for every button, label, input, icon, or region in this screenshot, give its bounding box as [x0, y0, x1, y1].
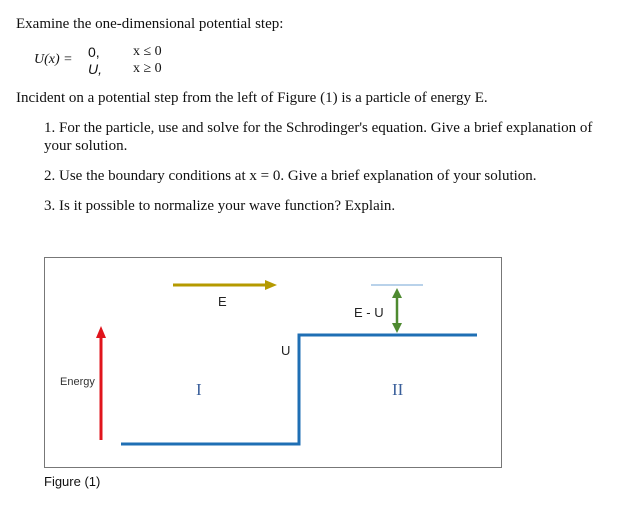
question-2: 2. Use the boundary conditions at x = 0. Give a brief explanation of your solution.: [44, 168, 537, 184]
figure-caption: Figure (1): [44, 474, 101, 489]
potential-step-diagram: [45, 258, 501, 467]
case1-condition: x ≤ 0: [133, 44, 162, 59]
question-1: 1. For the particle, use and solve for the Schrodinger's equation. Give a brief explanation of your solution.: [44, 120, 593, 154]
potential-step-figure: [44, 257, 502, 468]
difference-arrowhead-top: [392, 288, 402, 298]
region-2-label: II: [392, 380, 404, 399]
incident-text: Incident on a potential step from the left of Figure (1) is a particle of energy E.: [16, 90, 488, 106]
energy-arrow-label: E: [218, 294, 227, 309]
difference-arrowhead-bottom: [392, 323, 402, 333]
case2-condition: x ≥ 0: [133, 61, 162, 76]
case2-value: U,: [88, 61, 102, 77]
region-1-label: I: [196, 380, 202, 399]
energy-axis-label: Energy: [60, 376, 95, 388]
potential-equation: [30, 42, 230, 82]
intro-text: Examine the one-dimensional potential step:: [16, 16, 284, 32]
question-3: 3. Is it possible to normalize your wave function? Explain.: [44, 198, 396, 214]
step-height-label: U: [281, 343, 291, 358]
potential-step-line: [121, 335, 477, 444]
difference-label: E - U: [354, 305, 384, 320]
case1-value: 0,: [88, 44, 100, 60]
equation-lhs: U(x) =: [34, 52, 73, 67]
energy-axis-arrowhead: [96, 326, 106, 338]
energy-arrowhead: [265, 280, 277, 290]
